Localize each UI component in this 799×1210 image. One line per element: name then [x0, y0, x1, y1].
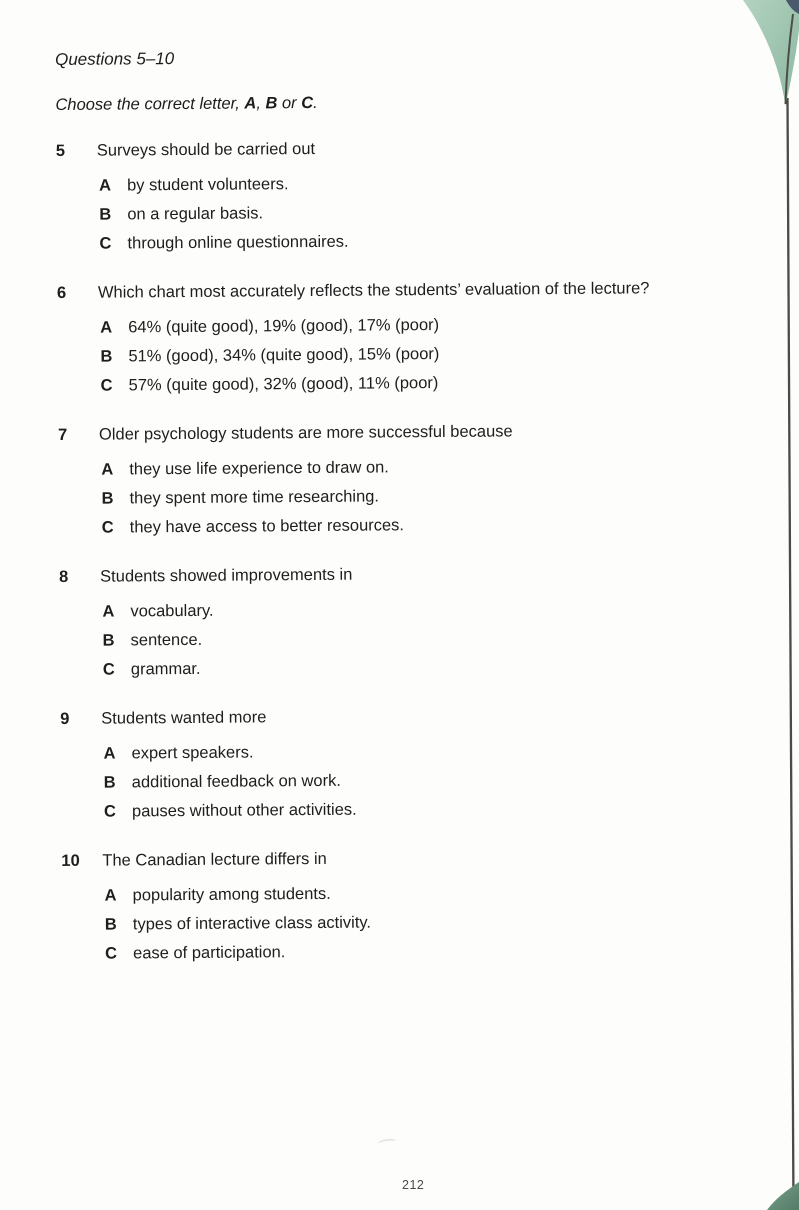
option-text: popularity among students. [132, 884, 331, 905]
question-number: 7 [57, 425, 68, 444]
question-number: 8 [59, 567, 69, 586]
instruction-letter-c: C [301, 93, 314, 113]
instruction-line [55, 90, 755, 115]
option-text: they use life experience to draw on. [129, 458, 389, 479]
instruction-sep-bc: or [277, 94, 302, 113]
option-text: they spent more time researching. [129, 487, 380, 508]
question-number: 10 [61, 851, 80, 870]
question-item-9 [60, 703, 761, 826]
question-text: Students wanted more [101, 708, 267, 728]
questions-section [55, 45, 762, 993]
options-list [105, 876, 763, 968]
question-item-5 [56, 135, 757, 258]
option-row [105, 934, 762, 968]
option-letter: B [99, 205, 112, 224]
option-text: sentence. [130, 630, 203, 650]
option-letter: C [105, 944, 118, 963]
cover-corner-green [743, 0, 799, 106]
options-list [102, 592, 760, 684]
page-number: 212 [402, 1178, 425, 1192]
option-text: 64% (quite good), 19% (good), 17% (poor) [128, 315, 440, 337]
option-letter: C [102, 660, 115, 679]
section-title: Questions 5–10 [55, 49, 175, 69]
scan-smudge [378, 1138, 397, 1147]
instruction-letter-a: A [244, 94, 257, 113]
option-letter: B [102, 631, 115, 650]
option-text: they have access to better resources. [129, 516, 405, 537]
question-item-8 [59, 561, 760, 684]
question-item-6 [57, 277, 758, 400]
option-text: on a regular basis. [127, 204, 264, 224]
option-text: 57% (quite good), 32% (good), 11% (poor) [128, 373, 439, 395]
option-row [104, 792, 761, 826]
question-text: Older psychology students are more successful because [98, 422, 513, 444]
option-text: ease of participation. [133, 943, 286, 963]
instruction-sep-ab: , [256, 94, 266, 113]
question-number: 5 [55, 141, 66, 160]
options-list [103, 734, 761, 826]
option-text: vocabulary. [130, 601, 214, 621]
option-text: grammar. [130, 659, 201, 679]
options-list [100, 308, 758, 400]
option-letter: A [98, 176, 112, 195]
instruction-prefix: Choose the correct letter, [55, 94, 245, 114]
option-text: by student volunteers. [126, 175, 289, 195]
bottom-corner-green [767, 1182, 799, 1210]
option-letter: A [104, 886, 117, 905]
question-number: 6 [56, 283, 67, 302]
option-letter: A [103, 744, 116, 763]
option-letter: B [103, 773, 116, 792]
option-text: expert speakers. [131, 743, 254, 763]
question-item-7 [58, 419, 759, 542]
option-row [101, 366, 758, 400]
question-item-10 [61, 845, 762, 968]
page-corner-decoration [659, 0, 799, 112]
question-text: The Canadian lecture differs in [102, 849, 327, 870]
option-letter: A [100, 318, 113, 337]
option-text: types of interactive class activity. [132, 913, 372, 934]
option-text: 51% (good), 34% (quite good), 15% (poor) [128, 344, 440, 366]
option-text: additional feedback on work. [131, 771, 341, 792]
option-letter: C [101, 518, 114, 537]
option-text: pauses without other activities. [131, 800, 357, 821]
option-letter: A [101, 460, 114, 479]
option-letter: C [100, 376, 113, 395]
option-letter: B [101, 489, 114, 508]
question-text: Students showed improvements in [100, 565, 353, 586]
question-text: Which chart most accurately reflects the students’ evaluation of the lecture? [97, 279, 650, 302]
option-text: through online questionnaires. [127, 232, 349, 253]
options-list [101, 450, 759, 542]
option-row [102, 508, 759, 542]
question-text: Surveys should be carried out [96, 139, 316, 160]
instruction-suffix: . [313, 93, 318, 112]
option-letter: B [100, 347, 113, 366]
option-row [99, 224, 756, 258]
option-letter: C [103, 802, 116, 821]
question-number: 9 [60, 709, 70, 728]
option-row [103, 650, 760, 684]
option-letter: B [104, 915, 117, 934]
instruction-letter-b: B [265, 94, 278, 113]
options-list [99, 166, 757, 258]
option-letter: A [102, 602, 115, 621]
bottom-corner-decoration [759, 1182, 799, 1210]
option-letter: C [99, 234, 112, 253]
